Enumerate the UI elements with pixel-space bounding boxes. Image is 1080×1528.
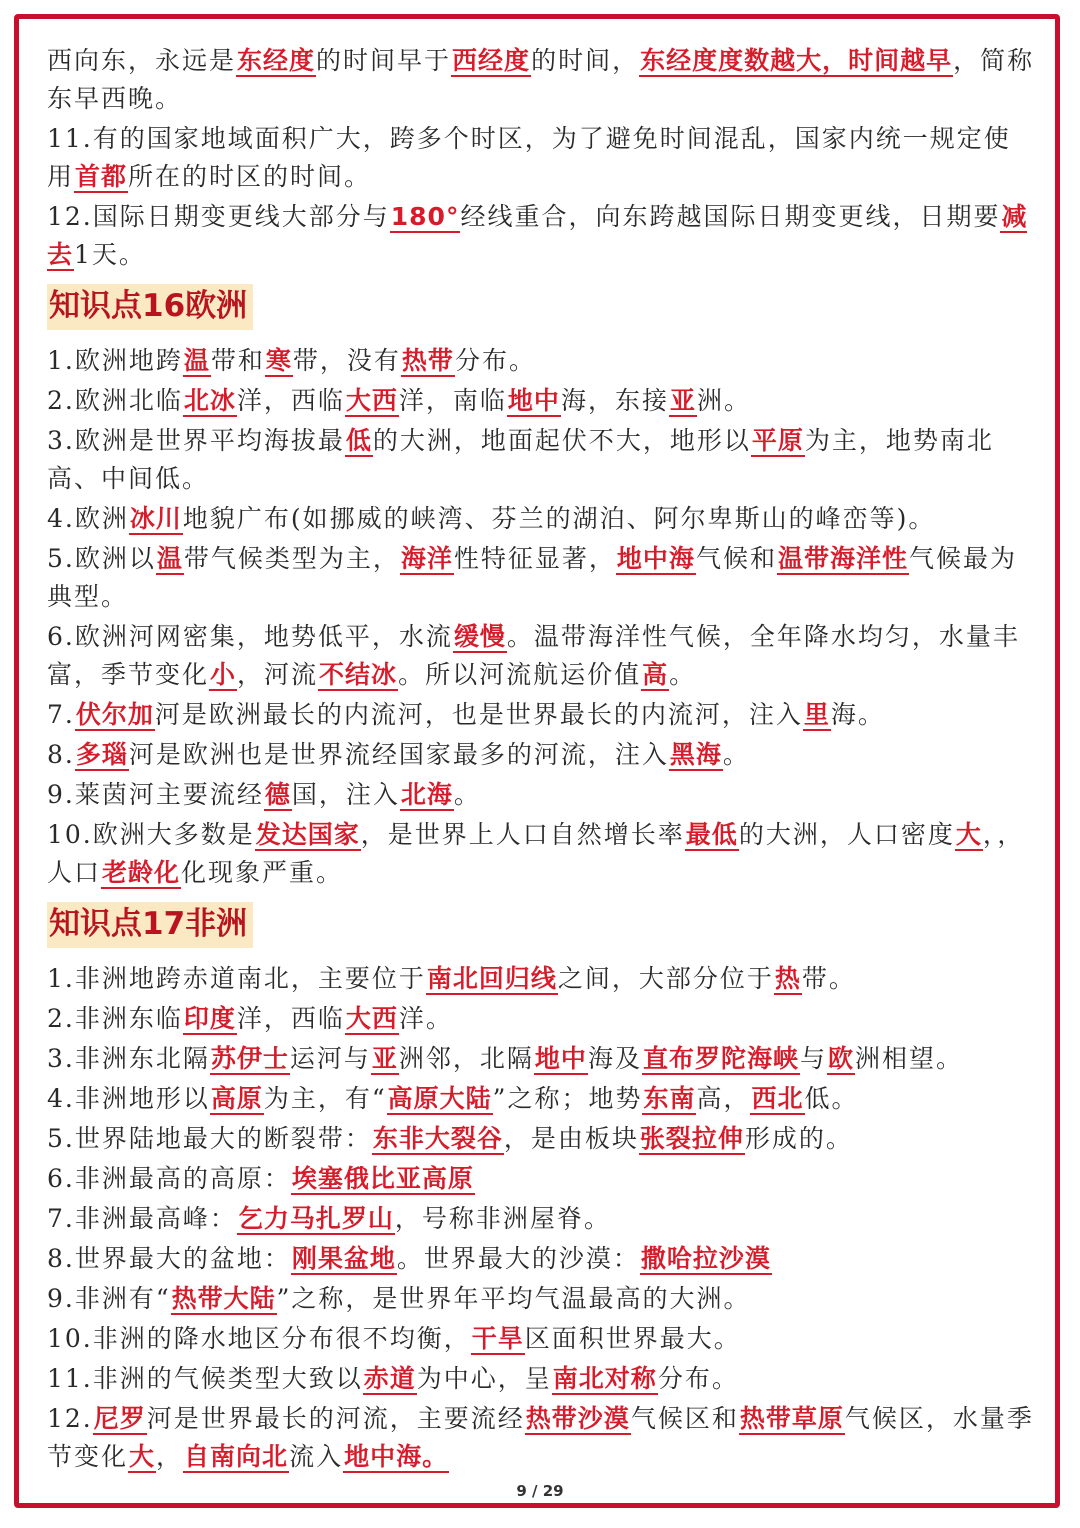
- section-heading: 知识点16欧洲: [47, 284, 253, 330]
- highlight-keyword: 热: [774, 964, 801, 993]
- list-item: [47, 382, 1037, 420]
- text-segment: 地貌广布(如挪威的峡湾、芬兰的湖泊、阿尔卑斯山的峰峦等)。: [182, 504, 936, 533]
- text-segment: 河是欧洲也是世界流经国家最多的河流，注入: [128, 740, 669, 769]
- text-segment: 运河与: [289, 1044, 371, 1073]
- text-segment: 为主，地势南北高、中间低。: [47, 426, 994, 493]
- text-segment: 1天。: [74, 240, 146, 269]
- highlight-keyword: 发达国家: [255, 820, 360, 849]
- text-segment: 7.非洲最高峰：: [47, 1204, 237, 1233]
- highlight-keyword: 缓慢: [453, 622, 506, 651]
- text-segment: 3.非洲东北隔: [47, 1044, 210, 1073]
- text-segment: ”之称，是世界年平均气温最高的大洲。: [276, 1284, 751, 1313]
- text-segment: 之间，大部分位于: [557, 964, 774, 993]
- highlight-keyword: 温: [183, 346, 210, 375]
- list-item: [47, 1400, 1037, 1476]
- text-segment: 形成的。: [744, 1124, 853, 1153]
- text-segment: 气候区和: [630, 1404, 739, 1433]
- text-segment: 9.莱茵河主要流经: [47, 780, 264, 809]
- highlight-keyword: 亚: [371, 1044, 398, 1073]
- text-segment: 的时间早于: [316, 46, 452, 75]
- list-item: [47, 500, 1037, 538]
- text-segment: 河是世界最长的河流，主要流经: [146, 1404, 525, 1433]
- intro-paragraph: [47, 198, 1037, 274]
- text-segment: 带和: [210, 346, 265, 375]
- text-segment: 4.非洲地形以: [47, 1084, 210, 1113]
- list-item: [47, 1360, 1037, 1398]
- highlight-keyword: 欧: [827, 1044, 854, 1073]
- highlight-keyword: 多瑙: [75, 740, 128, 769]
- text-segment: 6.非洲最高的高原：: [47, 1164, 291, 1193]
- text-segment: 洲相望。: [855, 1044, 964, 1073]
- text-segment: 12.: [47, 1404, 93, 1433]
- highlight-keyword: 小: [210, 660, 237, 689]
- text-segment: ，河流: [237, 660, 319, 689]
- text-segment: 。: [669, 660, 697, 689]
- text-segment: 洲邻，北隔: [398, 1044, 534, 1073]
- text-segment: 7.: [47, 700, 75, 729]
- text-segment: 5.世界陆地最大的断裂带：: [47, 1124, 372, 1153]
- text-segment: 。所以河流航运价值: [398, 660, 642, 689]
- list-item: [47, 1240, 1037, 1278]
- highlight-keyword: 亚: [669, 386, 696, 415]
- highlight-keyword: 北冰: [183, 386, 236, 415]
- text-segment: 化现象严重。: [181, 858, 344, 887]
- text-segment: 。世界最大的沙漠：: [396, 1244, 640, 1273]
- highlight-keyword: 东南: [643, 1084, 696, 1113]
- text-segment: 洲。: [696, 386, 751, 415]
- list-item: [47, 540, 1037, 616]
- text-segment: 的时间，: [531, 46, 640, 75]
- highlight-keyword: 温带海洋性: [777, 544, 908, 573]
- highlight-keyword: 大西: [345, 386, 398, 415]
- highlight-keyword: 热带大陆: [171, 1284, 276, 1313]
- highlight-keyword: 乞力马扎罗山: [237, 1204, 394, 1233]
- section-heading: 知识点17非洲: [47, 902, 253, 948]
- text-segment: 海。: [830, 700, 885, 729]
- highlight-keyword: 海洋: [400, 544, 453, 573]
- highlight-keyword: 低: [345, 426, 372, 455]
- text-segment: 气候和: [695, 544, 777, 573]
- highlight-keyword: 赤道: [363, 1364, 416, 1393]
- text-segment: 气候区，水量季节变化: [47, 1404, 1034, 1471]
- text-segment: 12.国际日期变更线大部分与: [47, 202, 390, 231]
- highlight-keyword: 埃塞俄比亚高原: [291, 1164, 474, 1193]
- highlight-keyword: 大: [129, 1442, 156, 1471]
- highlight-keyword: 东经度: [237, 46, 316, 75]
- highlight-keyword: 印度: [183, 1004, 236, 1033]
- list-item: [47, 1040, 1037, 1078]
- highlight-keyword: 东非大裂谷: [372, 1124, 503, 1153]
- highlight-keyword: 伏尔加: [75, 700, 154, 729]
- highlight-keyword: 不结冰: [319, 660, 398, 689]
- text-segment: ”之称；地势: [492, 1084, 643, 1113]
- text-segment: 流入: [289, 1442, 344, 1471]
- intro-paragraph: [47, 42, 1037, 118]
- text-segment: 区面积世界最大。: [524, 1324, 741, 1353]
- highlight-keyword: 黑海: [669, 740, 722, 769]
- highlight-keyword: 尼罗: [93, 1404, 146, 1433]
- highlight-keyword: 西经度: [452, 46, 531, 75]
- highlight-keyword: 地中海。: [344, 1442, 449, 1471]
- highlight-keyword: 高原: [210, 1084, 263, 1113]
- highlight-keyword: 撒哈拉沙漠: [640, 1244, 771, 1273]
- highlight-keyword: 高原大陆: [387, 1084, 492, 1113]
- highlight-keyword: 南北对称: [552, 1364, 657, 1393]
- text-segment: 与: [799, 1044, 827, 1073]
- highlight-keyword: 180°: [390, 202, 460, 231]
- text-segment: 海及: [587, 1044, 642, 1073]
- highlight-keyword: 地中海: [616, 544, 695, 573]
- highlight-keyword: 首都: [75, 162, 128, 191]
- text-segment: 11.有的国家地域面积广大，跨多个时区，为了避免时间混乱，国家内统一规定使用: [47, 124, 1011, 191]
- text-segment: ，简称东早西晚。: [47, 46, 1035, 113]
- knowledge-section: [47, 276, 1037, 892]
- list-item: [47, 816, 1037, 892]
- text-segment: 10.欧洲大多数是: [47, 820, 255, 849]
- highlight-keyword: 减去: [47, 202, 1028, 269]
- text-segment: 低。: [804, 1084, 859, 1113]
- text-segment: ，是世界上人口自然增长率: [360, 820, 685, 849]
- highlight-keyword: 南北回归线: [426, 964, 557, 993]
- text-segment: ，: [156, 1442, 184, 1471]
- list-item: [47, 1200, 1037, 1238]
- text-segment: 分布。: [657, 1364, 739, 1393]
- highlight-keyword: 平原: [751, 426, 804, 455]
- intro-block: [47, 42, 1037, 274]
- text-segment: 4.欧洲: [47, 504, 129, 533]
- highlight-keyword: 热带草原: [739, 1404, 844, 1433]
- list-item: [47, 1320, 1037, 1358]
- text-segment: 分布。: [454, 346, 536, 375]
- text-segment: 11.非洲的气候类型大致以: [47, 1364, 363, 1393]
- list-item: [47, 1080, 1037, 1118]
- text-segment: 3.欧洲是世界平均海拔最: [47, 426, 345, 455]
- text-segment: 的大洲，地面起伏不大，地形以: [372, 426, 751, 455]
- highlight-keyword: 里: [803, 700, 830, 729]
- highlight-keyword: 德: [264, 780, 291, 809]
- text-segment: 性特征显著，: [453, 544, 616, 573]
- text-segment: 9.非洲有“: [47, 1284, 171, 1313]
- highlight-keyword: 最低: [685, 820, 738, 849]
- list-item: [47, 422, 1037, 498]
- text-segment: 。: [722, 740, 750, 769]
- highlight-keyword: 北海: [400, 780, 453, 809]
- text-segment: 带。: [801, 964, 856, 993]
- text-segment: 2.非洲东临: [47, 1004, 183, 1033]
- list-item: [47, 736, 1037, 774]
- highlight-keyword: 老龄化: [102, 858, 181, 887]
- text-segment: 带，没有: [292, 346, 401, 375]
- highlight-keyword: 张裂拉伸: [639, 1124, 744, 1153]
- text-segment: 1.欧洲地跨: [47, 346, 183, 375]
- text-segment: 的大洲，人口密度: [738, 820, 955, 849]
- list-item: [47, 1160, 1037, 1198]
- list-item: [47, 776, 1037, 814]
- text-segment: 1.非洲地跨赤道南北，主要位于: [47, 964, 426, 993]
- list-item: [47, 1280, 1037, 1318]
- list-item: [47, 618, 1037, 694]
- intro-paragraph: [47, 120, 1037, 196]
- text-segment: 西向东，永远是: [47, 46, 237, 75]
- text-segment: ，是由板块: [503, 1124, 639, 1153]
- list-item: [47, 960, 1037, 998]
- text-segment: 5.欧洲以: [47, 544, 156, 573]
- text-segment: 带气候类型为主，: [183, 544, 400, 573]
- text-segment: 海，东接: [560, 386, 669, 415]
- text-segment: 2.欧洲北临: [47, 386, 183, 415]
- text-segment: 国，注入: [291, 780, 400, 809]
- highlight-keyword: 自南向北: [184, 1442, 289, 1471]
- list-item: [47, 1000, 1037, 1038]
- text-segment: 8.世界最大的盆地：: [47, 1244, 291, 1273]
- text-segment: 8.: [47, 740, 75, 769]
- highlight-keyword: 东经度度数越大，时间越早: [640, 46, 953, 75]
- text-segment: 气候最为典型。: [47, 544, 1017, 611]
- knowledge-section: [47, 894, 1037, 1476]
- text-segment: 所在的时区的时间。: [128, 162, 372, 191]
- list-item: [47, 342, 1037, 380]
- text-segment: 。: [453, 780, 481, 809]
- text-segment: 为中心，呈: [416, 1364, 552, 1393]
- highlight-keyword: 干旱: [471, 1324, 524, 1353]
- highlight-keyword: 地中: [507, 386, 560, 415]
- highlight-keyword: 温: [156, 544, 183, 573]
- list-item: [47, 696, 1037, 734]
- highlight-keyword: 大: [955, 820, 982, 849]
- page-number: 9 / 29: [516, 1482, 564, 1500]
- text-segment: 。温带海洋性气候，全年降水均匀，水量丰富，季节变化: [47, 622, 1020, 689]
- highlight-keyword: 西北: [751, 1084, 804, 1113]
- sections-block: [47, 276, 1037, 1476]
- highlight-keyword: 冰川: [129, 504, 182, 533]
- text-segment: ，，人口: [47, 820, 1025, 887]
- text-segment: 洋。: [398, 1004, 453, 1033]
- text-segment: 高，: [696, 1084, 751, 1113]
- text-segment: 为主，有“: [263, 1084, 387, 1113]
- highlight-keyword: 地中: [534, 1044, 587, 1073]
- highlight-keyword: 刚果盆地: [291, 1244, 396, 1273]
- text-segment: 河是欧洲最长的内流河，也是世界最长的内流河，注入: [154, 700, 803, 729]
- highlight-keyword: 热带沙漠: [525, 1404, 630, 1433]
- highlight-keyword: 热带: [401, 346, 454, 375]
- highlight-keyword: 直布罗陀海峡: [642, 1044, 799, 1073]
- text-segment: ，号称非洲屋脊。: [394, 1204, 611, 1233]
- page-content: [47, 42, 1037, 1478]
- list-item: [47, 1120, 1037, 1158]
- text-segment: 经线重合，向东跨越国际日期变更线，日期要: [460, 202, 1001, 231]
- text-segment: 洋，西临: [236, 386, 345, 415]
- highlight-keyword: 寒: [265, 346, 292, 375]
- text-segment: 6.欧洲河网密集，地势低平，水流: [47, 622, 453, 651]
- highlight-keyword: 苏伊士: [210, 1044, 289, 1073]
- highlight-keyword: 大西: [345, 1004, 398, 1033]
- text-segment: 洋，南临: [398, 386, 507, 415]
- highlight-keyword: 高: [642, 660, 669, 689]
- text-segment: 洋，西临: [236, 1004, 345, 1033]
- text-segment: 10.非洲的降水地区分布很不均衡，: [47, 1324, 471, 1353]
